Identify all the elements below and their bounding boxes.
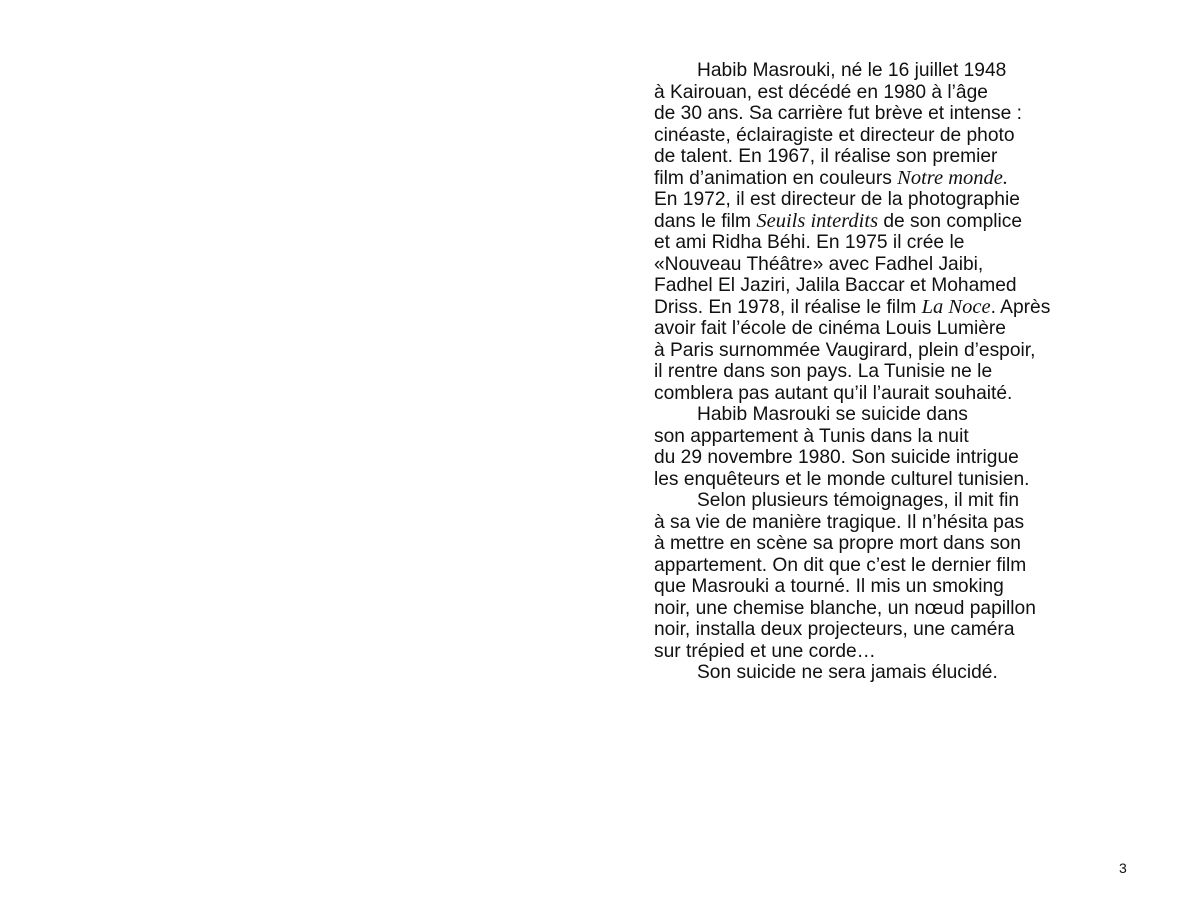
text-line: dans le film Seuils interdits de son complice [654, 209, 1023, 232]
text-line: Habib Masrouki se suicide dans [697, 404, 968, 425]
text-line: de talent. En 1967, il réalise son premier [654, 146, 998, 167]
text-line: Son suicide ne sera jamais élucidé. [697, 662, 998, 683]
text-line: à Paris surnommée Vaugirard, plein d’espoir, [654, 339, 1036, 361]
text-line: «Nouveau Théâtre» avec Fadhel Jaibi, [654, 253, 984, 275]
text-line: que Masrouki a tourné. Il mis un smoking [654, 576, 1004, 597]
text-line: son appartement à Tunis dans la nuit [654, 425, 969, 447]
text-line: à mettre en scène sa propre mort dans son [654, 533, 1021, 554]
text-line: du 29 novembre 1980. Son suicide intrigue [654, 447, 1019, 468]
text-line: à Kairouan, est décédé en 1980 à l’âge [654, 81, 988, 103]
text-line: Driss. En 1978, il réalise le film La Noce. Après [654, 295, 1051, 318]
text-line: En 1972, il est directeur de la photographie [654, 189, 1020, 210]
text-line: comblera pas autant qu’il l’aurait souhaité. [654, 382, 1013, 404]
text-line: noir, une chemise blanche, un nœud papillon [654, 597, 1036, 619]
text-line: Selon plusieurs témoignages, il mit fin [697, 490, 1020, 511]
text-line: les enquêteurs et le monde culturel tunisien. [654, 468, 1030, 490]
text-line: Fadhel El Jaziri, Jalila Baccar et Mohamed [654, 275, 1017, 296]
text-line: et ami Ridha Béhi. En 1975 il crée le [654, 232, 965, 253]
text-line: à sa vie de manière tragique. Il n’hésita pas [654, 511, 1025, 533]
film-title: Notre monde. [897, 166, 1009, 189]
text-line: sur trépied et une corde… [654, 640, 876, 662]
film-title: La Noce [921, 295, 991, 318]
text-line: de 30 ans. Sa carrière fut brève et intense : [654, 103, 1022, 124]
text-line: appartement. On dit que c’est le dernier film [654, 554, 1027, 576]
body-text [654, 60, 1134, 684]
text-line: il rentre dans son pays. La Tunisie ne le [654, 361, 993, 382]
page-number: 3 [1119, 860, 1127, 876]
film-title: Seuils interdits [756, 209, 879, 232]
text-line: noir, installa deux projecteurs, une caméra [654, 619, 1015, 640]
text-line: cinéaste, éclairagiste et directeur de photo [654, 124, 1015, 146]
text-line: film d’animation en couleurs Notre monde. [654, 166, 1009, 189]
text-line: Habib Masrouki, né le 16 juillet 1948 [697, 60, 1007, 81]
text-line: avoir fait l’école de cinéma Louis Lumière [654, 318, 1006, 339]
